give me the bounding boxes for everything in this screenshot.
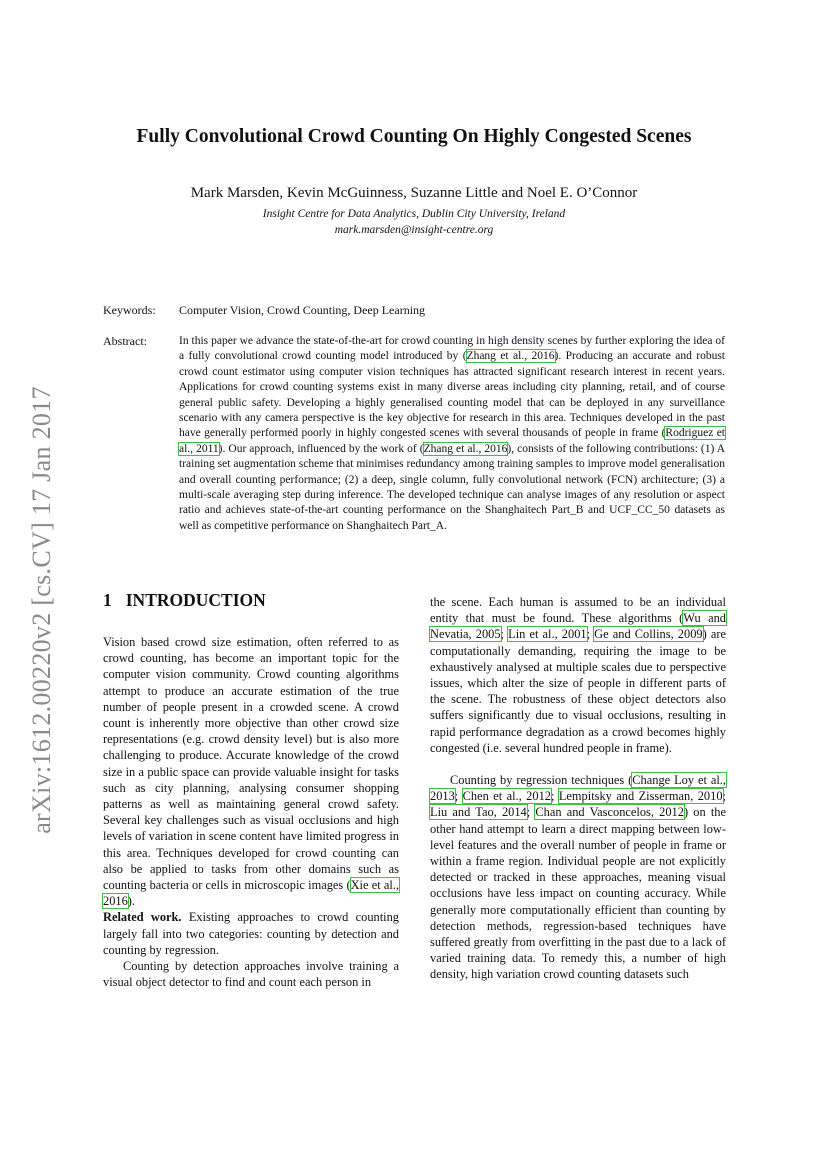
separator: ; — [500, 627, 509, 642]
citation-link[interactable]: Chan and Vasconcelos, 2012 — [535, 805, 684, 820]
arxiv-stamp — [28, 370, 56, 850]
abstract-text: ). Our approach, influenced by the work of ( — [218, 442, 424, 455]
citation-link[interactable]: Change Loy et al., 2013 — [430, 773, 726, 804]
paragraph-text: ) are computationally demanding, requiring the image to be exhaustively analysed at multiple scales due to perspective issues, which alter the size of people in different parts of the scene. The robustness of these object detectors also suffers significantly due to visual occlusions, resulting in rapid performance degradation as a crowd becomes highly congested (i.e. several hundred people in frame). — [430, 627, 726, 755]
section-title: INTRODUCTION — [125, 590, 266, 610]
keywords: Computer Vision, Crowd Counting, Deep Learning — [179, 303, 426, 317]
paragraph: Counting by detection approaches involve training a visual object detector to find and count each person in — [103, 959, 399, 990]
citation-link[interactable]: Lempitsky and Zisserman, 2010 — [558, 789, 723, 804]
paragraph — [103, 634, 399, 909]
affiliation-block — [90, 206, 738, 238]
section-heading — [103, 590, 266, 611]
citation-link[interactable]: Wu and Nevatia, 2005 — [430, 611, 727, 642]
abstract-text: ). Producing an accurate and robust crowd count estimator using computer vision techniques has attracted significant research interest in recent years. Applications for crowd counting systems exist in many diverse areas including city planning, retail, and of course general public safety. Developing a highly generalised counting model that can be deployed in any surveillance scenario with any camera perspective is the key objective for research in this area. Techniques developed in the past have generally performed poorly in highly congested scenes with several thousands of people in frame ( — [179, 350, 726, 440]
authors: Mark Marsden, Kevin McGuinness, Suzanne Little and Noel E. O’Connor — [190, 185, 638, 201]
paragraph-text: Vision based crowd size estimation, often referred to as crowd counting, has become an important topic for the computer vision community. Crowd counting algorithms attempt to produce an accurate estimation of the true number of people present in a crowded scene. A crowd count is inherently more objective than other crowd size representations (e.g. crowd density level) but is also more challenging to produce. Accurate knowledge of the crowd size in a public space can provide valuable insight for tasks such as city planning, analysing consumer shopping patterns as well as maintaining general crowd safety. Several key challenges such as visual occlusions and high levels of variation in scene content have limited progress in this area. Techniques developed for crowd counting can also be applied to tasks from other domains such as counting bacteria or cells in microscopic images ( — [103, 635, 399, 893]
arxiv-stamp-text: arXiv:1612.00220v2 [cs.CV] 17 Jan 2017 — [27, 386, 56, 834]
abstract-text: In this paper we advance the state-of-the-art for crowd counting in high density scenes by further exploring the idea of a fully convolutional crowd counting model introduced by — [179, 335, 725, 363]
paper-title: Fully Convolutional Crowd Counting On Highly Congested Scenes — [136, 126, 692, 147]
paragraph-text: Existing approaches to crowd counting largely fall into two categories: counting by detection and counting by regression. — [103, 910, 399, 957]
paragraph-text: the scene. Each human is assumed to be an individual entity that must be found. These algorithms ( — [430, 595, 726, 626]
paragraph — [430, 594, 726, 756]
keywords-label: Keywords: — [103, 303, 156, 317]
separator: ; — [722, 789, 726, 804]
citation-link[interactable]: Rodriguez et al., 2011 — [179, 427, 725, 455]
separator: ; — [454, 789, 463, 804]
affiliation: Insight Centre for Data Analytics, Dublin City University, Ireland — [262, 208, 566, 220]
section-number: 1 — [103, 590, 112, 610]
abstract: In this paper we advance the state-of-the-art for crowd counting in high density scenes by further exploring the idea of a fully convolutional crowd counting model introduced by (Zhang et al., 2016). Producing an accurate and robust crowd count estimator using computer vision techniques has attracted significant research interest in recent years. Applications for crowd counting systems exist in many diverse areas including city planning, retail, and of course general public safety. Developing a highly generalised counting model that can be deployed in any surveillance scenario with any camera perspective is the key objective for research in this area. Techniques developed in the past have generally performed poorly in highly congested scenes with several thousands of people in frame (Rodriguez et al., 2011). Our approach, influenced by the work of (Zhang et al., 2016), consists of the following contributions: (1) A training set augmentation scheme that minimises redundancy among training samples to improve model generalisation and overall counting performance; (2) a deep, single column, fully convolutional network (FCN) architecture; (3) a multi-scale averaging step during inference. The developed technique can analyse images of any resolution or aspect ratio and achieves state-of-the-art counting performance on the Shanghaitech Part_B and UCF_CC_50 datasets as well as competitive performance on Shanghaitech Part_A. — [179, 335, 726, 532]
abstract-text: ), consists of the following contributions: (1) A training set augmentation scheme that minimises redundancy among training samples to improve model generalisation and overall counting performance; (2) a deep, single column, fully convolutional network (FCN) architecture; (3) a multi-scale averaging step during inference. The developed technique can analyse images of any resolution or aspect ratio and achieves state-of-the-art counting performance on the Shanghaitech Part_B and UCF_CC_50 datasets as well as competitive performance on Shanghaitech Part_A. — [179, 442, 726, 532]
separator: ; — [586, 627, 595, 642]
citation-link[interactable]: Liu and Tao, 2014 — [430, 805, 527, 820]
citation-link[interactable]: Lin et al., 2001 — [508, 627, 587, 642]
separator: ; — [550, 789, 559, 804]
left-column — [103, 634, 399, 990]
citation-link[interactable]: Xie et al., 2016 — [103, 878, 399, 909]
paragraph-text: ). — [127, 894, 136, 909]
citation-link[interactable]: Ge and Collins, 2009 — [594, 627, 703, 642]
email: mark.marsden@insight-centre.org — [334, 224, 494, 236]
run-in-heading: Related work. — [103, 910, 182, 925]
paragraph — [103, 909, 399, 958]
citation-link[interactable]: Zhang et al., 2016 — [466, 350, 555, 363]
paragraph-text: ) on the other hand attempt to learn a direct mapping between low-level features and the overall number of people in frame or within a frame region. Individual people are not explicitly detected or tracked in these approaches, meaning visual occlusions have less impact on counting accuracy. While generally more computationally efficient than counting by detection methods, regression-based techniques have suffered greatly from overfitting in the past due to a lack of varied training data. To remedy this, a number of high density, high variation crowd counting datasets such — [430, 805, 726, 982]
right-column — [430, 594, 726, 983]
abstract-label: Abstract: — [103, 334, 147, 348]
separator: ; — [526, 805, 536, 820]
citation-link[interactable]: Zhang et al., 2016 — [423, 442, 508, 455]
paragraph — [430, 772, 726, 983]
paragraph-text: Counting by regression techniques ( — [450, 773, 633, 788]
citation-link[interactable]: Chen et al., 2012 — [462, 789, 551, 804]
